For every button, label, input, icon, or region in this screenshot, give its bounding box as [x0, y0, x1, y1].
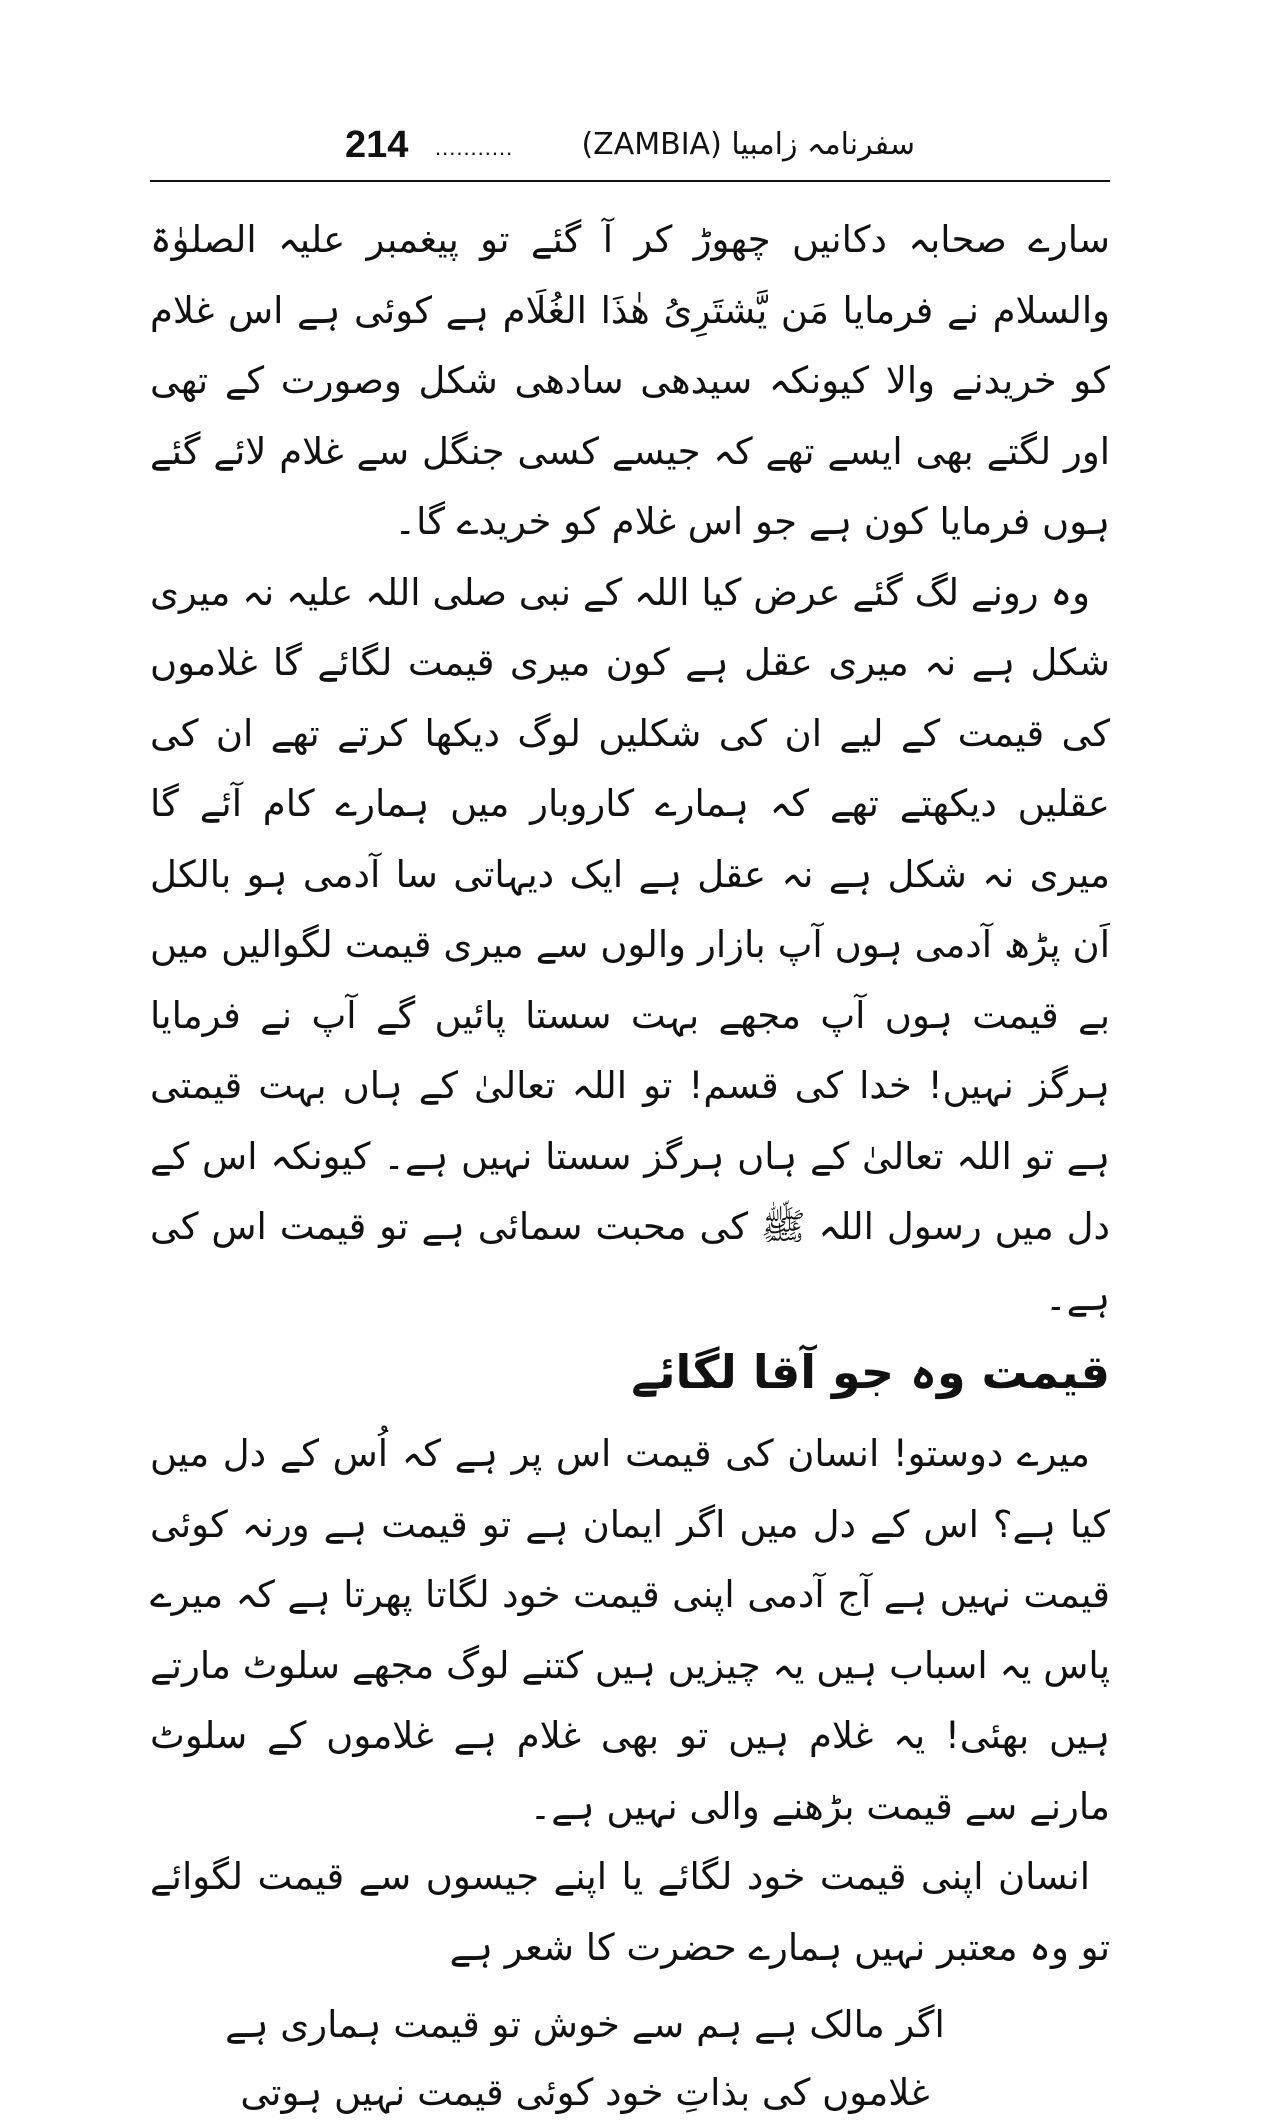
- page-header: [150, 120, 1110, 180]
- running-title: سفرنامہ زامبیا (ZAMBIA): [581, 127, 915, 162]
- header-divider: [150, 180, 1110, 182]
- verse-line-1: اگر مالک ہے ہم سے خوش تو قیمت ہماری ہے: [225, 2003, 945, 2046]
- paragraph-1: سارے صحابہ دکانیں چھوڑ کر آ گئے تو پیغمبر علیہ الصلوٰۃ والسلام نے فرمایا مَن یَّشتَرِیُ ھٰذَا الغُلَام ہے کوئی ہے اس غلام کو خریدنے والا کیونکہ سیدھی سادھی شکل وصورت کے تھی اور لگتے بھی ایسے تھے کہ جیسے کسی جنگل سے غلام لائے گئے ہوں فرمایا کون ہے جو اس غلام کو خریدے گا۔: [150, 218, 1110, 543]
- paragraph-3: میرے دوستو! انسان کی قیمت اس پر ہے کہ اُس کے دل میں کیا ہے؟ اس کے دل میں اگر ایمان ہے تو قیمت ہے ورنہ کوئی قیمت نہیں ہے آج آدمی اپنی قیمت خود لگاتا پھرتا ہے کہ میرے پاس یہ اسباب ہیں یہ چیزیں ہیں کتنے لوگ مجھے سلوٹ مارتے ہیں بھئی! یہ غلام ہیں تو بھی غلام ہے غلاموں کے سلوٹ مارنے سے قیمت بڑھنے والی نہیں ہے۔: [150, 1432, 1110, 1828]
- book-page: [150, 0, 1110, 2114]
- paragraph-2: وہ رونے لگ گئے عرض کیا اللہ کے نبی صلی اللہ علیہ نہ میری شکل ہے نہ میری عقل ہے کون میری قیمت لگائے گا غلاموں کی قیمت کے لیے ان کی شکلیں لوگ دیکھا کرتے تھے ان کی عقلیں دیکھتے تھے کہ ہمارے کاروبار میں ہمارے کام آئے گا میری نہ شکل ہے نہ عقل ہے ایک دیہاتی سا آدمی ہو بالکل اَن پڑھ آدمی ہوں آپ بازار والوں سے میری قیمت لگوالیں میں بے قیمت ہوں آپ مجھے بہت سستا پائیں گے آپ نے فرمایا ہرگز نہیں! خدا کی قسم! تو اللہ تعالیٰ کے ہاں بہت قیمتی ہے تو اللہ تعالیٰ کے ہاں ہرگز سستا نہیں ہے۔ کیونکہ اس کے دل میں رسول اللہ ﷺ کی محبت سمائی ہے تو قیمت اس کی ہے۔: [150, 570, 1110, 1319]
- verse-line-2: غلاموں کی بذاتِ خود کوئی قیمت نہیں ہوتی: [240, 2071, 930, 2114]
- page-body: [150, 205, 1110, 2127]
- section-heading: قیمت وہ جو آقا لگائے: [631, 1345, 1110, 1399]
- page-number: 214: [345, 124, 409, 166]
- header-leader-dots: ...........: [435, 135, 514, 160]
- paragraph-4: انسان اپنی قیمت خود لگائے یا اپنے جیسوں سے قیمت لگوائے تو وہ معتبر نہیں ہمارے حضرت کا شعر ہے: [150, 1855, 1110, 1969]
- poetry-couplet: [150, 1991, 1110, 2127]
